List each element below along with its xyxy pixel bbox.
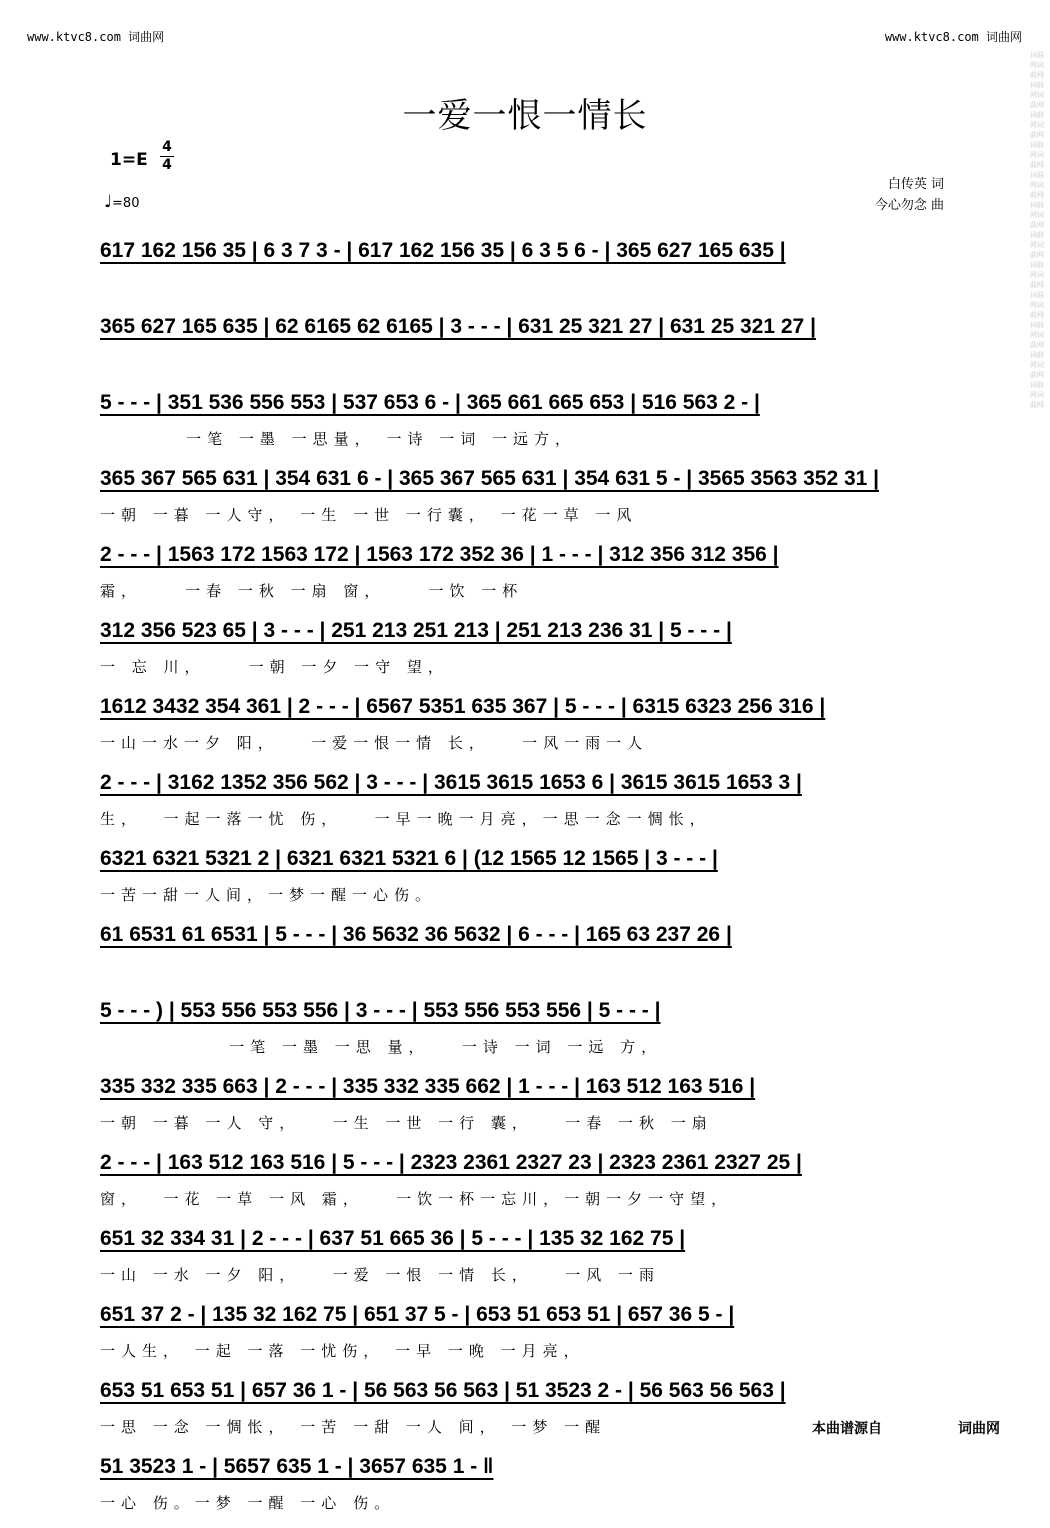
time-signature <box>160 140 174 173</box>
score-line <box>100 1148 952 1224</box>
header-site-right[interactable]: www.ktvc8.com 词曲网 <box>884 30 1022 44</box>
composer-credit: 今心勿念 曲 <box>874 198 944 213</box>
notation-row: 651 32 334 31 | 2 - - - | 637 51 665 36 | 5 - - - | 135 32 162 75 | <box>100 1227 686 1250</box>
notation-row: 653 51 653 51 | 657 36 1 - | 56 563 56 563 | 51 3523 2 - | 56 563 56 563 | <box>100 1379 786 1402</box>
score-line <box>100 540 952 616</box>
notation-row: 61 6531 61 6531 | 5 - - - | 36 5632 36 5632 | 6 - - - | 165 63 237 26 | <box>100 923 732 946</box>
notation-row: 365 367 565 631 | 354 631 6 - | 365 367 565 631 | 354 631 5 - | 3565 3563 352 31 | <box>100 467 880 490</box>
lyrics-row: 一朝 一暮 一人 守， 一生 一世 一行 囊， 一春 一秋 一扇 <box>100 1114 713 1132</box>
footer-site[interactable]: 词曲网 <box>958 1421 1000 1437</box>
notation-row: 5 - - - | 351 536 556 553 | 537 653 6 - | 365 661 665 653 | 516 563 2 - | <box>100 391 760 414</box>
score-line <box>100 844 952 920</box>
lyrics-row: 窗， 一花 一草 一风 霜， 一饮一杯一忘川，一朝一夕一守望， <box>100 1190 733 1208</box>
notation-row: 51 3523 1 - | 5657 635 1 - | 3657 635 1 - ‖ <box>100 1455 494 1478</box>
score-line <box>100 1072 952 1148</box>
lyrics-row <box>100 352 952 378</box>
score-line <box>100 1452 952 1528</box>
footer-source: 本曲谱源自 <box>812 1421 882 1437</box>
notation-row: 365 627 165 635 | 62 6165 62 6165 | 3 - - - | 631 25 321 27 | 631 25 321 27 | <box>100 315 816 338</box>
lyrics-row: 一人生， 一起 一落 一忧伤， 一早 一晚 一月亮， <box>100 1342 585 1360</box>
score-line <box>100 1300 952 1376</box>
credits <box>875 174 944 216</box>
notation-row: 651 37 2 - | 135 32 162 75 | 651 37 5 - | 653 51 653 51 | 657 36 5 - | <box>100 1303 735 1326</box>
score-line <box>100 920 952 996</box>
lyrics-row: 一苦一甜一人间，一梦一醒一心伤。 <box>100 886 437 904</box>
header-site-left[interactable]: www.ktvc8.com 词曲网 <box>27 30 165 44</box>
notation-row: 617 162 156 35 | 6 3 7 3 - | 617 162 156 35 | 6 3 5 6 - | 365 627 165 635 | <box>100 239 786 262</box>
meter-top: 4 <box>162 139 172 155</box>
notation-row: 2 - - - | 163 512 163 516 | 5 - - - | 2323 2361 2327 23 | 2323 2361 2327 25 | <box>100 1151 802 1174</box>
score-line <box>100 1224 952 1300</box>
side-watermark: 词曲网词曲网词曲网词曲网词曲网词曲网词曲网词曲网词曲网词曲网词曲网词曲网词曲网词曲网词曲网词曲网词曲网词曲网词曲网词曲网词曲网词曲网词曲网词曲网 <box>1030 51 1044 409</box>
lyrics-row <box>100 276 952 302</box>
tempo-marking <box>104 192 139 212</box>
score-line <box>100 464 952 540</box>
notation-row: 5 - - - ) | 553 556 553 556 | 3 - - - | 553 556 553 556 | 5 - - - | <box>100 999 661 1022</box>
score-line <box>100 236 952 312</box>
notation-row: 2 - - - | 1563 172 1563 172 | 1563 172 352 36 | 1 - - - | 312 356 312 356 | <box>100 543 779 566</box>
lyrics-row: 一心 伤。一梦 一醒 一心 伤。 <box>100 1494 396 1512</box>
meter-bottom: 4 <box>162 157 172 173</box>
lyrics-row: 一山一水一夕 阳， 一爱一恨一情 长， 一风一雨一人 <box>100 734 649 752</box>
lyrics-row: 一思 一念 一惆怅， 一苦 一甜 一人 间， 一梦 一醒 <box>100 1418 607 1436</box>
score-line <box>100 996 952 1072</box>
notation-row: 1612 3432 354 361 | 2 - - - | 6567 5351 635 367 | 5 - - - | 6315 6323 256 316 | <box>100 695 826 718</box>
lyrics-row: 生， 一起一落一忧 伤， 一早一晚一月亮，一思一念一惆怅， <box>100 810 711 828</box>
lyrics-row <box>100 960 952 986</box>
notation-row: 335 332 335 663 | 2 - - - | 335 332 335 662 | 1 - - - | 163 512 163 516 | <box>100 1075 756 1098</box>
song-title: 一爱一恨一情长 <box>402 96 648 136</box>
lyrics-row: 一笔 一墨 一思 量， 一诗 一词 一远 方， <box>100 1038 663 1056</box>
score-line <box>100 616 952 692</box>
tempo-value: =80 <box>112 196 140 211</box>
notation-row: 2 - - - | 3162 1352 356 562 | 3 - - - | 3615 3615 1653 6 | 3615 3615 1653 3 | <box>100 771 802 794</box>
score-line <box>100 312 952 388</box>
quarter-note-icon: ♩ <box>104 192 113 212</box>
lyrics-row: 一朝 一暮 一人守， 一生 一世 一行囊， 一花一草 一风 <box>100 506 638 524</box>
notation-row: 6321 6321 5321 2 | 6321 6321 5321 6 | (12 1565 12 1565 | 3 - - - | <box>100 847 718 870</box>
notation-row: 312 356 523 65 | 3 - - - | 251 213 251 213 | 251 213 236 31 | 5 - - - | <box>100 619 732 642</box>
lyrics-row: 一笔 一墨 一思量， 一诗 一词 一远方， <box>100 430 576 448</box>
lyrics-row: 一 忘 川， 一朝 一夕 一守 望， <box>100 658 449 676</box>
score-line <box>100 1376 952 1452</box>
lyrics-row: 一山 一水 一夕 阳， 一爱 一恨 一情 长， 一风 一雨 <box>100 1266 660 1284</box>
score-line <box>100 388 952 464</box>
score-body <box>100 236 952 1528</box>
lyrics-row: 霜， 一春 一秋 一扇 窗， 一饮 一杯 <box>100 582 524 600</box>
score-line <box>100 692 952 768</box>
score-line <box>100 768 952 844</box>
lyricist-credit: 白传英 词 <box>887 177 944 192</box>
key-signature: 1=E <box>110 150 148 170</box>
